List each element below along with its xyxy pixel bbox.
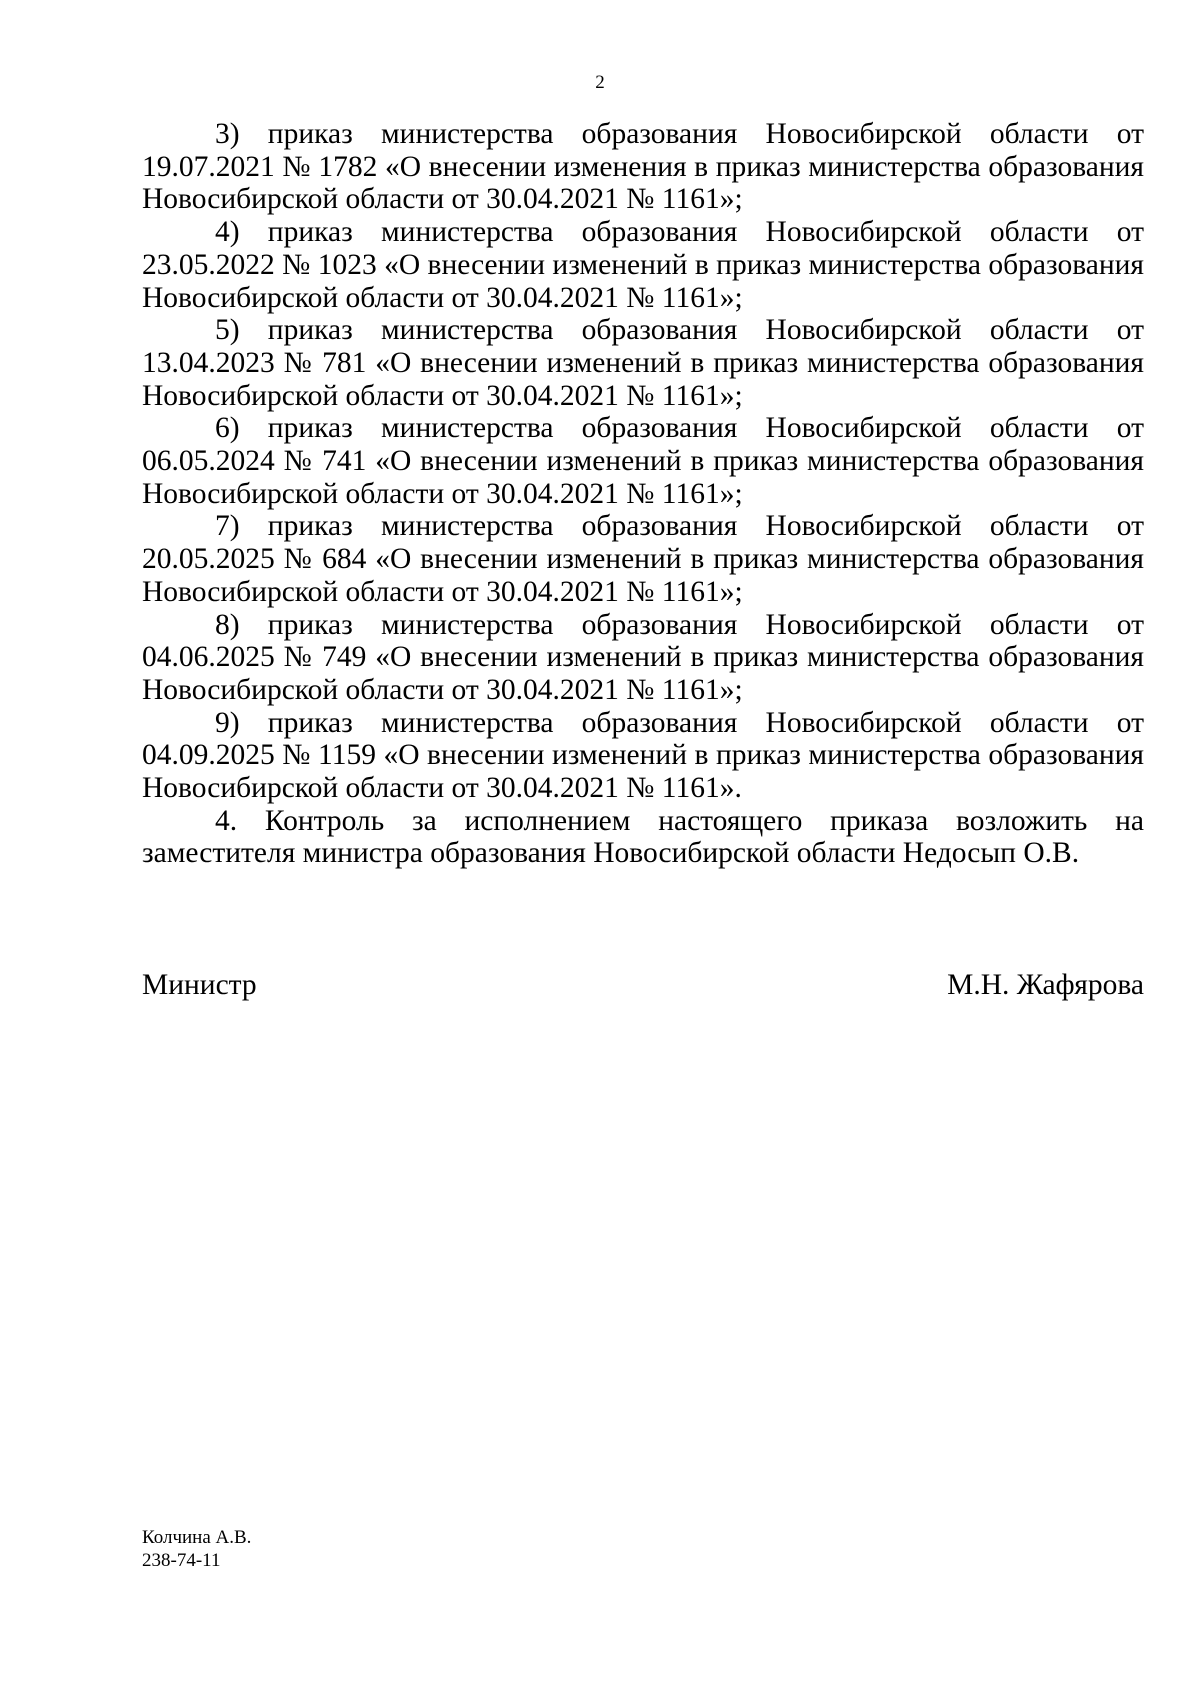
list-item-4: 4) приказ министерства образования Новосибирской области от 23.05.2022 № 1023 «О внесении изменений в приказ министерства образования Новосибирской области от 30.04.2021 № 1161»; bbox=[142, 216, 1144, 314]
list-item-9: 9) приказ министерства образования Новосибирской области от 04.09.2025 № 1159 «О внесении изменений в приказ министерства образования Новосибирской области от 30.04.2021 № 1161». bbox=[142, 706, 1144, 805]
list-item-5: 5) приказ министерства образования Новосибирской области от 13.04.2023 № 781 «О внесении изменений в приказ министерства образования Новосибирской области от 30.04.2021 № 1161»; bbox=[142, 314, 1144, 412]
list-item-6: 6) приказ министерства образования Новосибирской области от 06.05.2024 № 741 «О внесении изменений в приказ министерства образования Новосибирской области от 30.04.2021 № 1161»; bbox=[142, 412, 1144, 510]
signature-block bbox=[142, 969, 1144, 1002]
executor-footer bbox=[142, 1526, 251, 1572]
document-body bbox=[142, 118, 1144, 870]
clause-4: 4. Контроль за исполнением настоящего приказа возложить на заместителя министра образования Новосибирской области Недосып О.В. bbox=[142, 804, 1144, 870]
page-number: 2 bbox=[595, 72, 605, 93]
signatory-position: Министр bbox=[142, 969, 257, 1001]
signatory-name: М.Н. Жафярова bbox=[947, 969, 1144, 1001]
list-item-7: 7) приказ министерства образования Новосибирской области от 20.05.2025 № 684 «О внесении изменений в приказ министерства образования Новосибирской области от 30.04.2021 № 1161»; bbox=[142, 510, 1144, 608]
list-item-8: 8) приказ министерства образования Новосибирской области от 04.06.2025 № 749 «О внесении изменений в приказ министерства образования Новосибирской области от 30.04.2021 № 1161»; bbox=[142, 608, 1144, 706]
list-item-3: 3) приказ министерства образования Новосибирской области от 19.07.2021 № 1782 «О внесении изменения в приказ министерства образования Новосибирской области от 30.04.2021 № 1161»; bbox=[142, 118, 1144, 216]
executor-name: Колчина А.В. bbox=[142, 1527, 252, 1548]
executor-phone: 238-74-11 bbox=[142, 1550, 221, 1571]
